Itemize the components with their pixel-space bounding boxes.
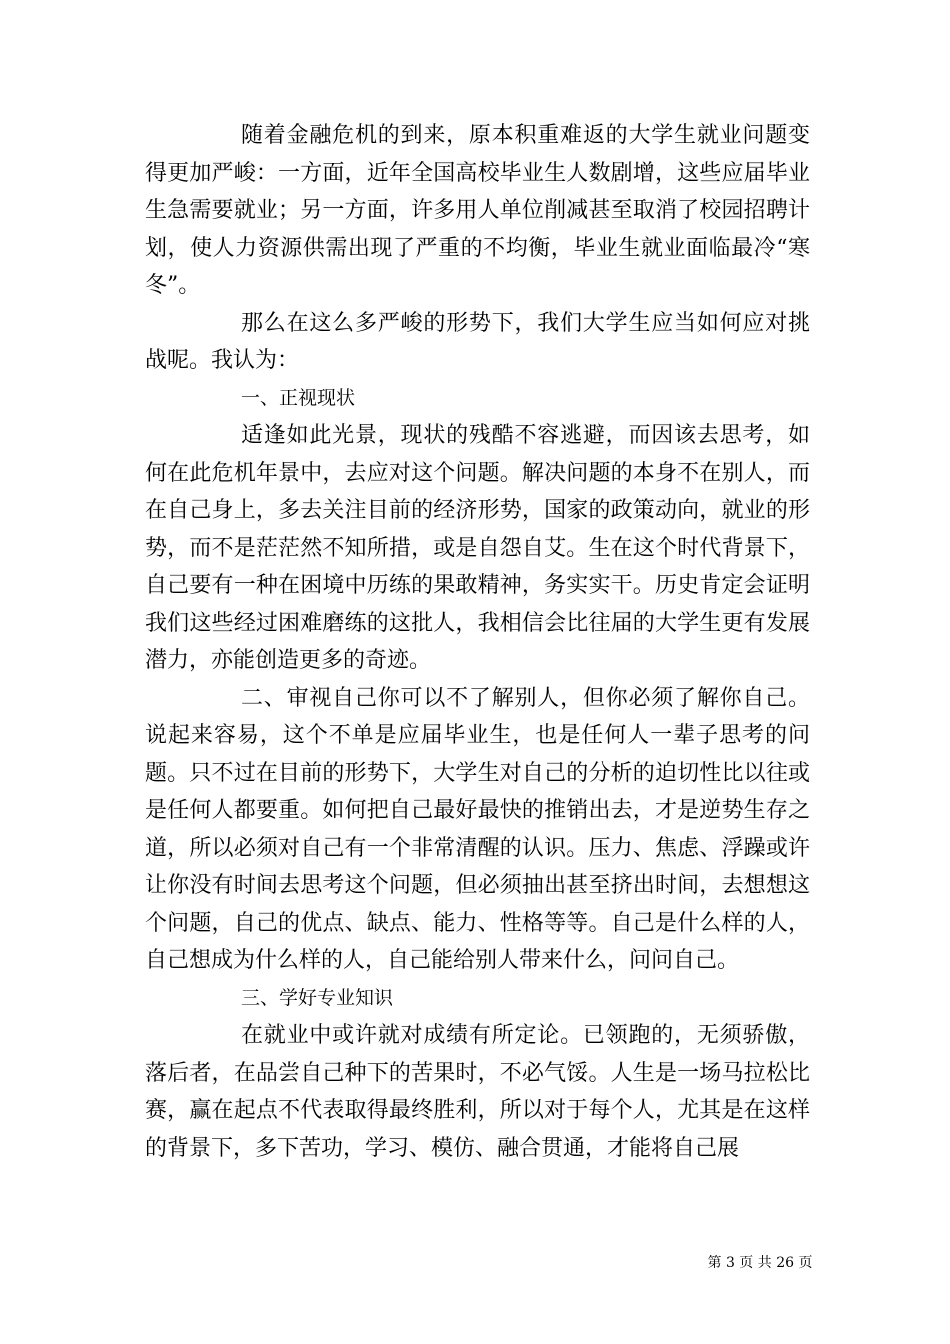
section-heading-3: 三、学好专业知识 xyxy=(241,986,394,1009)
section-heading-1: 一、正视现状 xyxy=(241,386,356,409)
paragraph-section-3: 在就业中或许就对成绩有所定论。已领跑的，无须骄傲，落后者，在品尝自己种下的苦果时，不必气馁。人生是一场马拉松比赛，赢在起点不代表取得最终胜利，所以对于每个人，尤其是在这样的背景下，多下苦功，学习、模仿、融合贯通，才能将自己展 xyxy=(145,1023,810,1161)
page-number-footer: 第 3 页 共 26 页 xyxy=(707,1255,813,1271)
document-body xyxy=(145,117,810,1167)
paragraph-section-1: 适逢如此光景，现状的残酷不容逃避，而因该去思考，如何在此危机年景中，去应对这个问题。解决问题的本身不在别人，而在自己身上，多去关注目前的经济形势，国家的政策动向，就业的形势，而不是茫茫然不知所措，或是自怨自艾。生在这个时代背景下，自己要有一种在困境中历练的果敢精神，务实实干。历史肯定会证明我们这些经过困难磨练的这批人，我相信会比往届的大学生更有发展潜力，亦能创造更多的奇迹。 xyxy=(145,423,810,673)
paragraph-section-2: 二、审视自己你可以不了解别人，但你必须了解你自己。说起来容易，这个不单是应届毕业生，也是任何人一辈子思考的问题。只不过在目前的形势下，大学生对自己的分析的迫切性比以往或是任何人都要重。如何把自己最好最快的推销出去，才是逆势生存之道，所以必须对自己有一个非常清醒的认识。压力、焦虑、浮躁或许让你没有时间去思考这个问题，但必须抽出甚至挤出时间，去想想这个问题，自己的优点、缺点、能力、性格等等。自己是什么样的人，自己想成为什么样的人，自己能给别人带来什么，问问自己。 xyxy=(145,685,810,973)
paragraph-intro: 随着金融危机的到来，原本积重难返的大学生就业问题变得更加严峻：一方面，近年全国高校毕业生人数剧增，这些应届毕业生急需要就业；另一方面，许多用人单位削减甚至取消了校园招聘计划，使人力资源供需出现了严重的不均衡，毕业生就业面临最冷“寒冬”。 xyxy=(145,123,810,298)
paragraph-question: 那么在这么多严峻的形势下，我们大学生应当如何应对挑战呢。我认为： xyxy=(145,310,810,373)
